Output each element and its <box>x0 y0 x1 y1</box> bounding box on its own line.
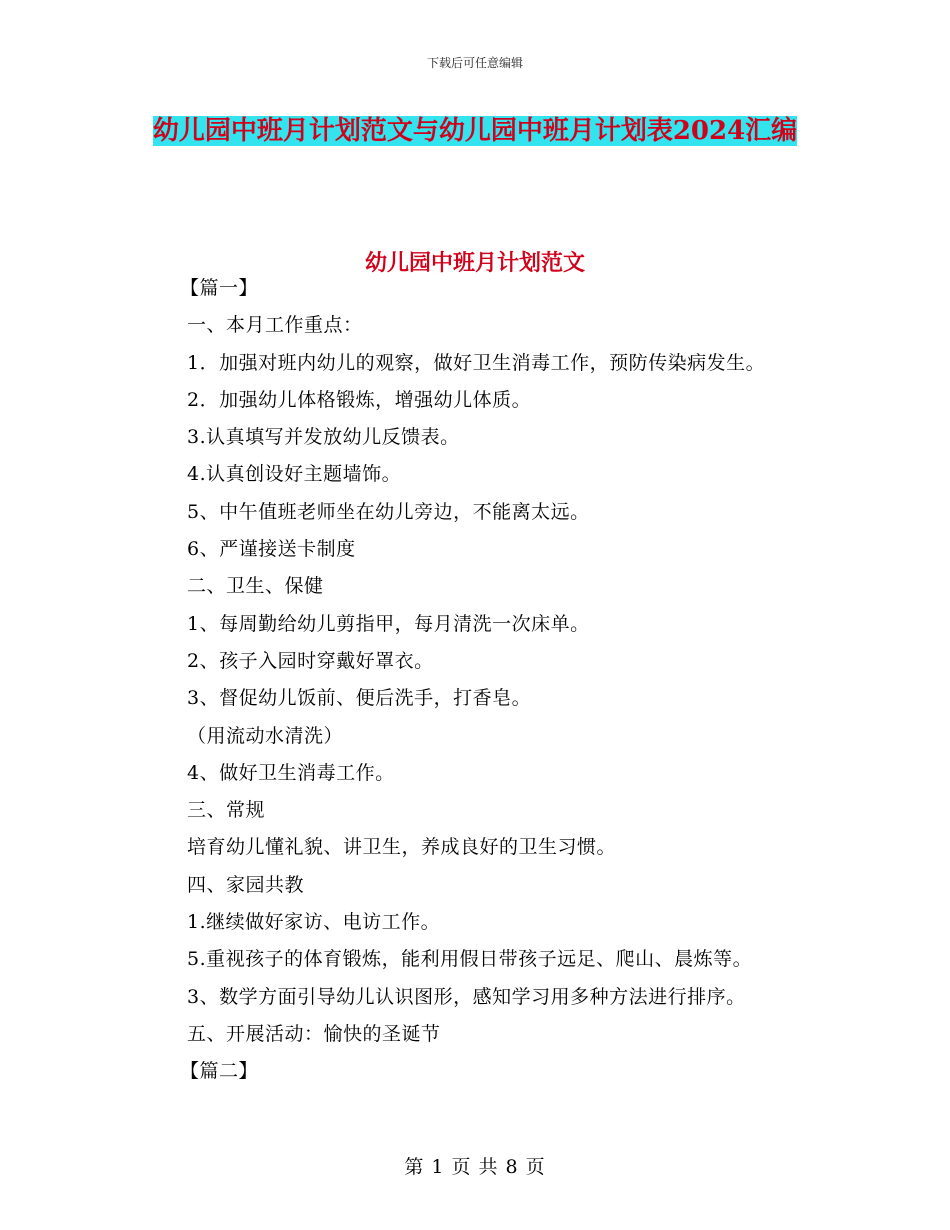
body-line: 5、中午值班老师坐在幼儿旁边，不能离太远。 <box>187 500 590 523</box>
body-line: （用流动水清洗） <box>187 724 344 747</box>
body-line: 1.继续做好家访、电访工作。 <box>187 911 441 934</box>
section-title: 幼儿园中班月计划范文 <box>364 250 585 276</box>
body-line: 2、孩子入园时穿戴好罩衣。 <box>187 649 434 672</box>
body-line: 4、做好卫生消毒工作。 <box>187 761 395 784</box>
body-line: 3.认真填写并发放幼儿反馈表。 <box>187 426 460 449</box>
heading-routine: 三、常规 <box>187 799 266 822</box>
body-line: 3、数学方面引导幼儿认识图形，感知学习用多种方法进行排序。 <box>187 985 746 1008</box>
heading-work-focus: 一、本月工作重点： <box>187 314 363 337</box>
body-line: 培育幼儿懂礼貌、讲卫生，养成良好的卫生习惯。 <box>187 836 617 859</box>
heading-activities: 五、开展活动：愉快的圣诞节 <box>187 1022 441 1045</box>
body-line: 3、督促幼儿饭前、便后洗手，打香皂。 <box>187 687 532 710</box>
body-line: 4.认真创设好主题墙饰。 <box>187 463 402 486</box>
document-title <box>140 108 810 154</box>
body-line: 1．加强对班内幼儿的观察，做好卫生消毒工作，预防传染病发生。 <box>187 351 766 374</box>
part-heading: 【篇一】 <box>180 277 259 299</box>
document-title-text: 幼儿园中班月计划范文与幼儿园中班月计划表2024汇编 <box>152 116 798 146</box>
page-header-note: 下载后可任意编辑 <box>426 56 523 70</box>
body-line: 6、严谨接送卡制度 <box>187 538 356 561</box>
heading-hygiene: 二、卫生、保健 <box>187 575 324 598</box>
part-heading: 【篇二】 <box>180 1060 259 1083</box>
page-footer: 第 1 页 共 8 页 <box>404 1156 546 1178</box>
body-line: 5.重视孩子的体育锻炼，能利用假日带孩子远足、爬山、晨炼等。 <box>187 948 753 971</box>
document-body <box>180 270 907 1091</box>
heading-home-school: 四、家园共教 <box>187 873 305 896</box>
body-line: 2．加强幼儿体格锻炼，增强幼儿体质。 <box>187 388 532 411</box>
body-line: 1、每周勤给幼儿剪指甲，每月清洗一次床单。 <box>187 612 590 635</box>
